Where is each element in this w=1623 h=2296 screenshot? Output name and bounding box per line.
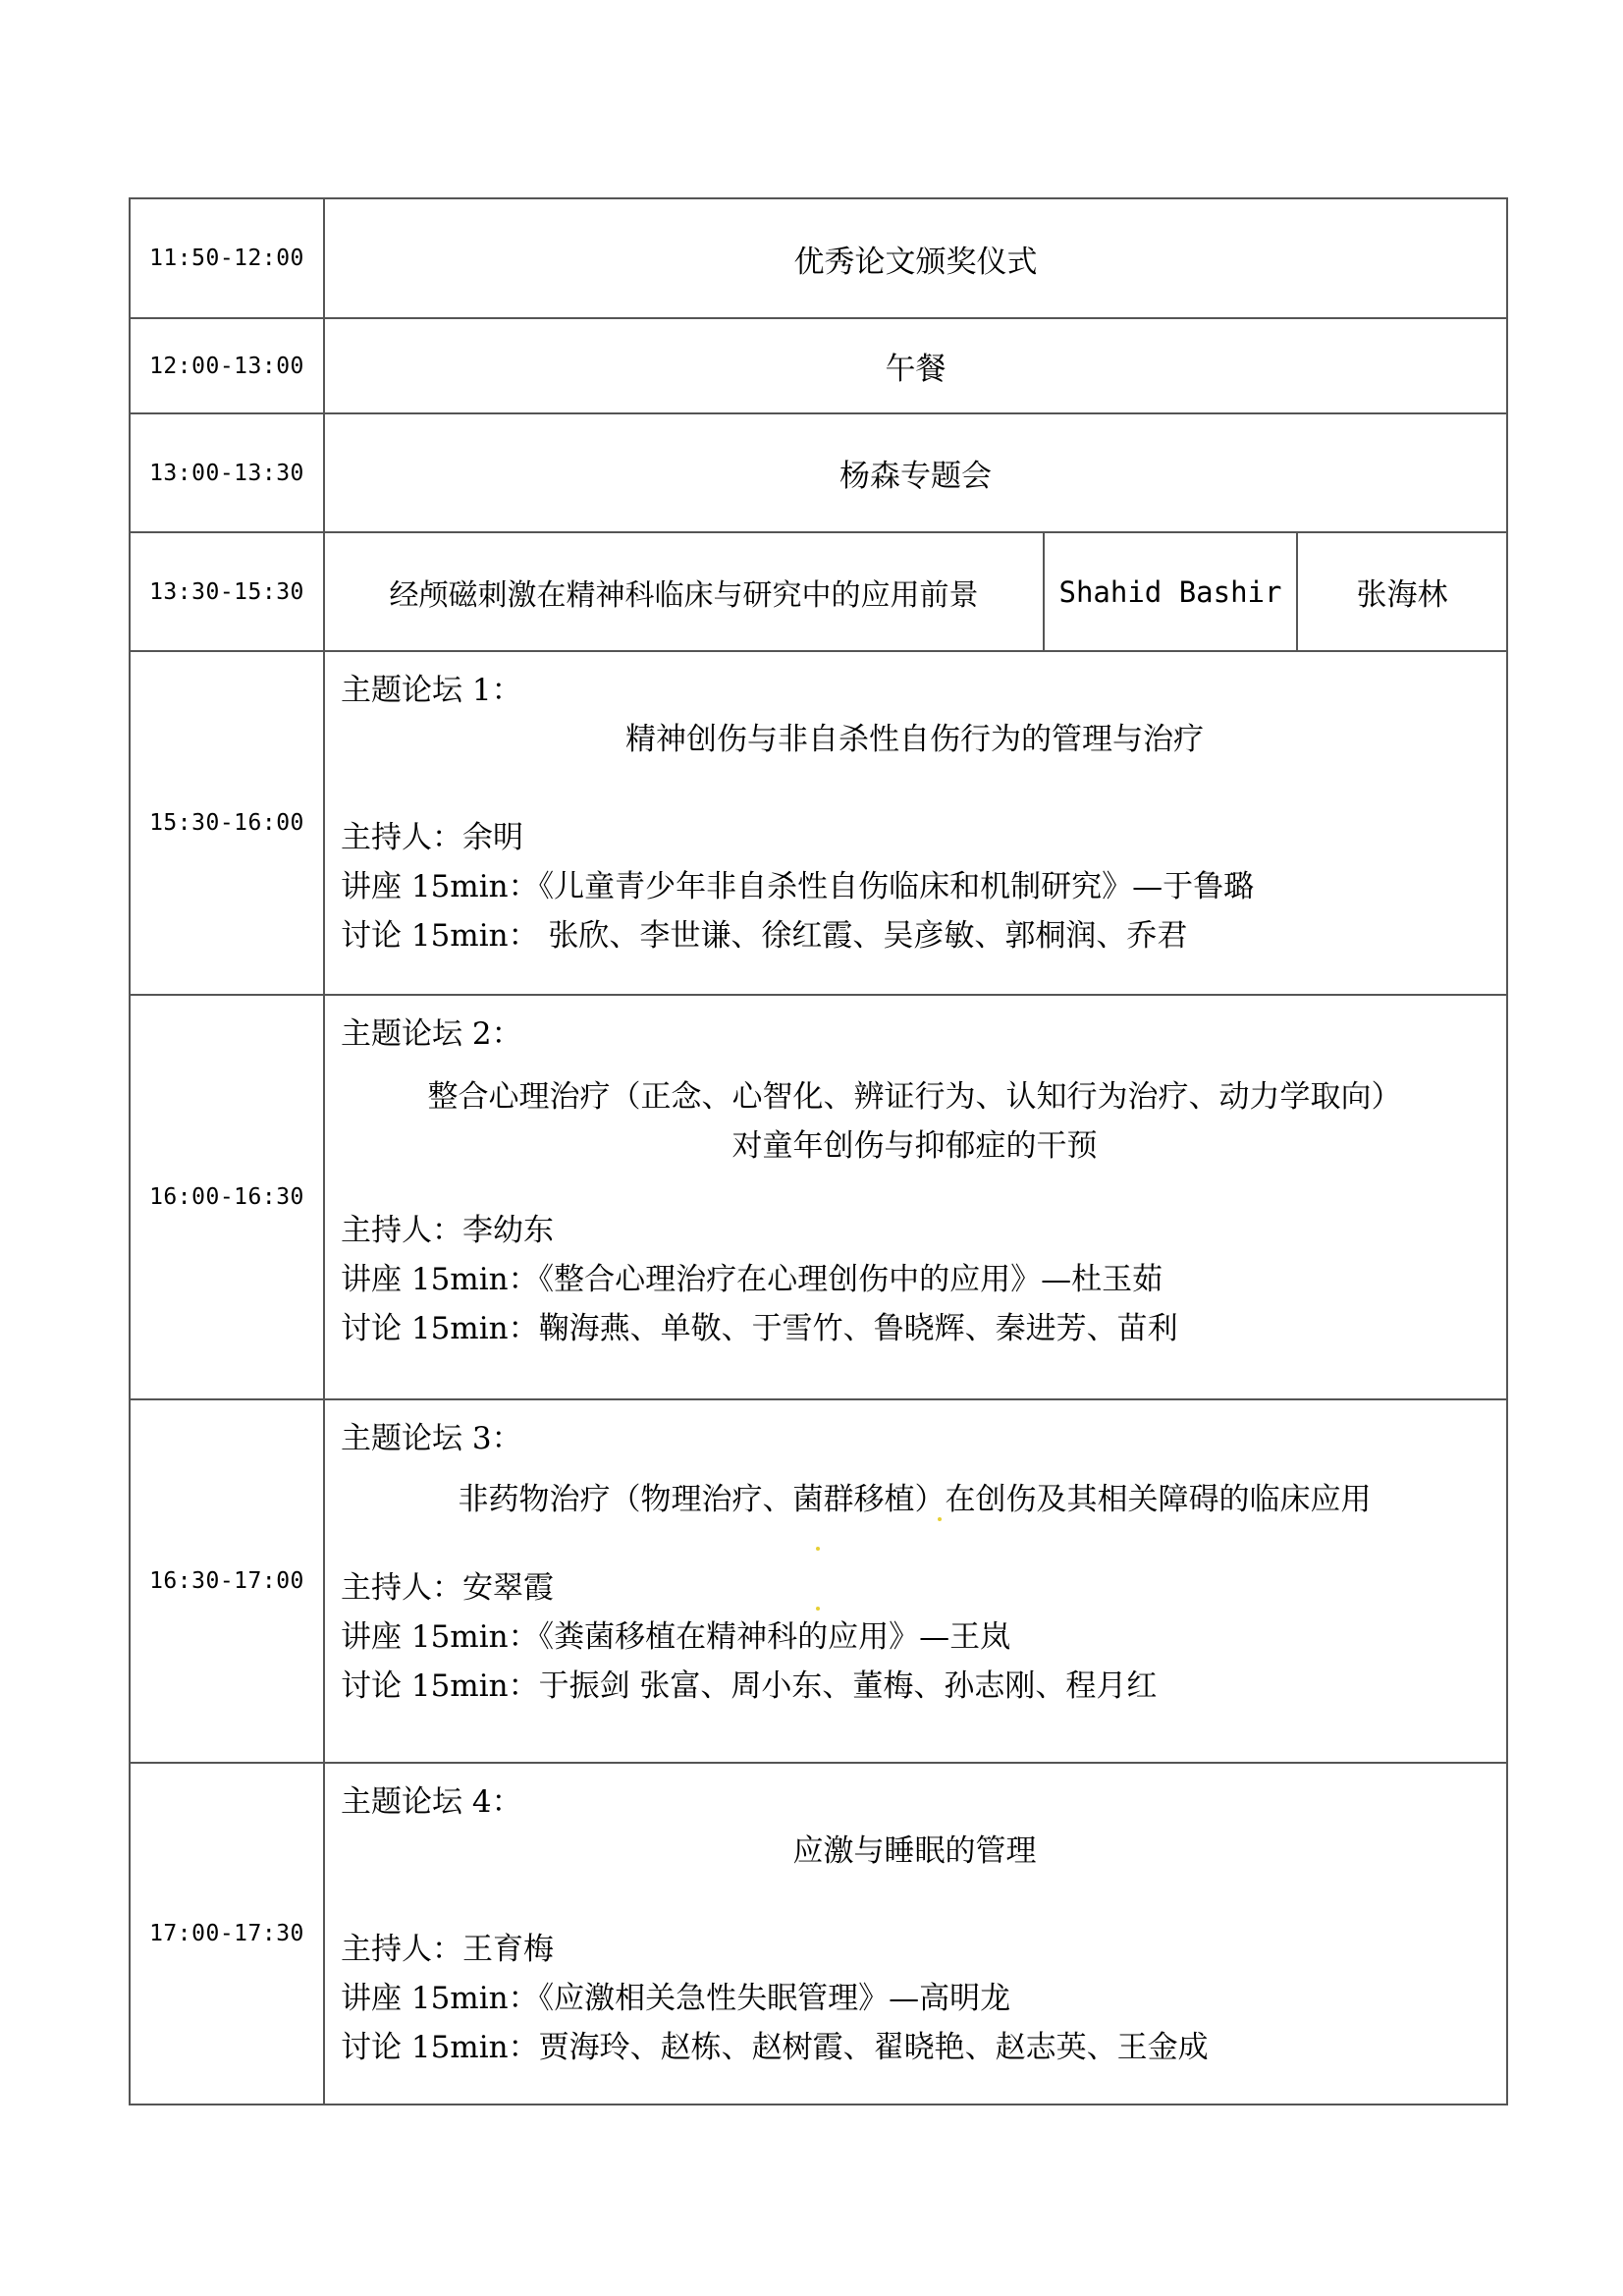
speaker-cell: Shahid Bashir	[1044, 532, 1297, 651]
forum-host: 主持人：李幼东	[341, 1213, 554, 1248]
time-cell: 13:30-15:30	[130, 532, 324, 651]
session-title: 优秀论文颁奖仪式	[324, 198, 1507, 318]
stray-mark	[816, 1547, 820, 1551]
forum-lecture: 讲座 15min：《儿童青少年非自杀性自伤临床和机制研究》—于鲁璐	[341, 869, 1255, 904]
forum-discussion: 讨论 15min： 张欣、李世谦、徐红霞、吴彦敏、郭桐润、乔君	[341, 918, 1188, 954]
time-cell: 13:00-13:30	[130, 413, 324, 532]
forum-row	[130, 1763, 1507, 2105]
time-cell: 15:30-16:00	[130, 651, 324, 995]
forum-heading: 主题论坛 4：	[341, 1784, 522, 1820]
forum-host: 主持人：余明	[341, 820, 523, 855]
forum-row	[130, 651, 1507, 995]
forum-heading: 主题论坛 3：	[341, 1421, 522, 1456]
schedule-row	[130, 532, 1507, 651]
forum-cell	[324, 651, 1507, 995]
forum-topic: 非药物治疗（物理治疗、菌群移植）在创伤及其相关障碍的临床应用	[458, 1482, 1372, 1517]
schedule-row	[130, 198, 1507, 318]
forum-row	[130, 995, 1507, 1399]
forum-host: 主持人：安翠霞	[341, 1570, 554, 1606]
session-title: 杨森专题会	[324, 413, 1507, 532]
stray-mark	[938, 1517, 942, 1521]
forum-lecture: 讲座 15min：《粪菌移植在精神科的应用》—王岚	[341, 1619, 1011, 1655]
stray-mark	[816, 1607, 820, 1611]
forum-discussion: 讨论 15min：于振剑 张富、周小东、董梅、孙志刚、程月红	[341, 1668, 1158, 1704]
time-cell: 11:50-12:00	[130, 198, 324, 318]
forum-host: 主持人：王育梅	[341, 1932, 554, 1967]
forum-row	[130, 1399, 1507, 1763]
time-cell: 17:00-17:30	[130, 1763, 324, 2105]
forum-lecture: 讲座 15min：《整合心理治疗在心理创伤中的应用》—杜玉茹	[341, 1262, 1163, 1297]
forum-heading: 主题论坛 1：	[341, 673, 522, 708]
forum-topic: 应激与睡眠的管理	[792, 1833, 1037, 1869]
forum-topic: 精神创伤与非自杀性自伤行为的管理与治疗	[625, 722, 1204, 757]
chair-cell: 张海林	[1297, 532, 1507, 651]
forum-cell	[324, 1399, 1507, 1763]
forum-lecture: 讲座 15min：《应激相关急性失眠管理》—高明龙	[341, 1981, 1011, 2016]
session-title: 经颅磁刺激在精神科临床与研究中的应用前景	[324, 532, 1044, 651]
time-cell: 12:00-13:00	[130, 318, 324, 413]
schedule-row	[130, 413, 1507, 532]
time-cell: 16:00-16:30	[130, 995, 324, 1399]
session-title: 午餐	[324, 318, 1507, 413]
time-cell: 16:30-17:00	[130, 1399, 324, 1763]
schedule-row	[130, 318, 1507, 413]
forum-discussion: 讨论 15min：贾海玲、赵栋、赵树霞、翟晓艳、赵志英、王金成	[341, 2030, 1209, 2065]
forum-topic: 对童年创伤与抑郁症的干预	[731, 1128, 1098, 1164]
forum-cell	[324, 995, 1507, 1399]
forum-discussion: 讨论 15min：鞠海燕、单敬、于雪竹、鲁晓辉、秦进芳、苗利	[341, 1311, 1178, 1346]
forum-cell	[324, 1763, 1507, 2105]
forum-heading: 主题论坛 2：	[341, 1016, 522, 1052]
forum-topic: 整合心理治疗（正念、心智化、辨证行为、认知行为治疗、动力学取向）	[427, 1079, 1402, 1115]
schedule-table	[129, 197, 1508, 2105]
